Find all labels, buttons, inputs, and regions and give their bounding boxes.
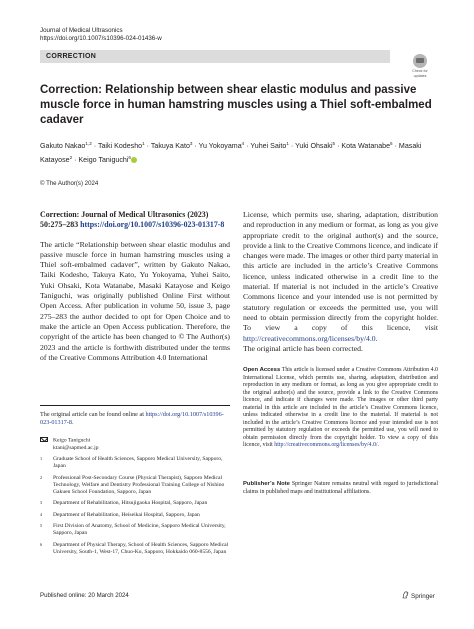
- author-affiliation: 1: [142, 141, 145, 146]
- author-name[interactable]: Keigo Taniguchi: [78, 156, 129, 164]
- affiliation-item: [40, 512, 230, 519]
- open-access-statement: [243, 367, 438, 450]
- open-access-link[interactable]: http://creativecommons.org/licenses/by/4.0/.: [274, 442, 380, 448]
- footnote-divider: [40, 405, 230, 406]
- affiliation-number: 2: [40, 474, 43, 480]
- author-name[interactable]: Kota Watanabe: [341, 142, 391, 150]
- springer-horse-icon: [402, 591, 409, 599]
- author-name[interactable]: Takuya Kato: [150, 142, 190, 150]
- publisher-mark: [402, 591, 435, 600]
- publishers-note-label: Publisher’s Note: [243, 481, 290, 487]
- journal-name: Journal of Medical Ultrasonics: [40, 27, 123, 34]
- orcid-icon[interactable]: [131, 157, 137, 163]
- author-affiliation: 6: [128, 155, 131, 160]
- author-name[interactable]: Yuhei Saito: [250, 142, 287, 150]
- contact-name: Keigo Taniguchi: [53, 437, 91, 444]
- affiliation-number: 1: [40, 456, 43, 461]
- affiliation-text: Professional Post-Secondary Course (Physical Therapist), Sapporo Medical Technology, Welfare and Dentistry Professional Training College of Nishino Gakuen School Foundation, Sapporo, Japan: [53, 474, 225, 495]
- author-affiliation: 2: [69, 155, 73, 160]
- check-for-updates-badge[interactable]: [406, 54, 434, 80]
- author-name[interactable]: Taiki Kodesho: [97, 142, 143, 150]
- original-article-text: The original article can be found online at: [40, 411, 144, 418]
- publisher-name: Springer: [411, 593, 435, 600]
- correction-body-text: The article “Relationship between shear elastic modulus and passive muscle force in human hamstring muscles using a Thiel soft-embalmed cadaver”, written by Gakuto Nakao, Taiki Kodesho, Takuya Kato, Yu Yokoyama, Yuhei Saito, Yuki Ohsaki, Kota Watanabe, Masaki Katayose and Keigo Taniguchi, was originally published Online First without Open Access. After publication in volume 50, issue 3, page 275–283 the author decided to opt for Open Choice and to make the article an Open Access publication. Therefore, the copyright of the article has been changed to © The Author(s) 2023 and the article is forthwith distributed under the terms of the Creative Commons Attribution 4.0 International: [40, 239, 230, 362]
- article-title: Correction: Relationship between shear elastic modulus and passive muscle force in human hamstring muscles using a Thiel soft-embalmed cadaver: [40, 84, 432, 126]
- left-column: [40, 210, 230, 363]
- author-name[interactable]: Yu Yokoyama: [198, 142, 242, 150]
- copyright-notice: © The Author(s) 2024: [40, 180, 99, 187]
- correction-citation: Correction: Journal of Medical Ultrasonics (2023) 50:275–283: [40, 210, 209, 230]
- affiliation-item: [40, 475, 230, 497]
- check-updates-line1: Check for: [412, 69, 428, 73]
- publishers-note-text: Springer Nature remains neutral with regard to jurisdictional claims in published maps and institutional affiliations.: [243, 481, 438, 495]
- affiliation-number: 6: [40, 541, 43, 547]
- envelope-icon: [40, 437, 48, 442]
- affiliation-item: [40, 500, 230, 507]
- author-list: Gakuto Nakao$^{1,2}$ · Taiki Kodesho$^1$ · Takuya Kato$^3$ · Yu Yokoyama$^4$ · Yuhei Saito$^1$ · Yuki Ohsaki$^5$ · Kota Watanabe$^6$ · Masaki Katayose$^2$ · Keigo Taniguchi$^6$: [40, 141, 422, 164]
- section-label: CORRECTION: [40, 50, 390, 63]
- published-date: Published online: 20 March 2024: [40, 592, 129, 599]
- affiliation-text: Department of Rehabilitation, Hitsujigaoka Hospital, Sapporo, Japan: [53, 500, 208, 507]
- affiliation-text: First Division of Anatomy, School of Medicine, Sapporo Medical University, Sapporo, Japan: [53, 523, 226, 537]
- author-affiliation: 4: [241, 141, 245, 146]
- affiliation-number: 4: [40, 511, 43, 517]
- affiliation-item: [40, 523, 230, 537]
- affiliation-item: [40, 542, 230, 556]
- correction-heading: [40, 210, 230, 231]
- affiliation-item: [40, 456, 230, 470]
- open-access-label: Open Access: [243, 367, 281, 373]
- publishers-note: [243, 481, 438, 496]
- author-name[interactable]: Yuki Ohsaki: [295, 142, 333, 150]
- license-text: License, which permits use, sharing, adaptation, distribution and reproduction in any medium or format, as long as you give appropriate credit to the original author(s) and the source, provide a link to the Creative Commons licence, and indicate if changes were made. The images or other third party material in this article are included in the article’s Creative Commons licence, unless indicated otherwise in a credit line to the material. If material is not included in the article’s Creative Commons licence and your intended use is not permitted by statutory regulation or exceeds the permitted use, you will need to obtain permission directly from the copyright holder. To view a copy of this licence, visit: [243, 210, 438, 333]
- author-affiliation: 3: [189, 141, 193, 146]
- license-body-text: [243, 210, 438, 344]
- license-link[interactable]: http://creativecommons.org/licenses/by/4.0.: [243, 333, 378, 343]
- author-affiliation: 1: [286, 141, 289, 146]
- journal-header: [40, 27, 162, 43]
- check-updates-icon: [413, 54, 427, 68]
- affiliation-text: Department of Rehabilitation, Heiseikai Hospital, Sapporo, Japan: [53, 511, 200, 518]
- right-column: [243, 210, 438, 354]
- affiliation-text: Graduate School of Health Sciences, Sapporo Medical University, Sapporo, Japan: [53, 456, 223, 470]
- affiliation-text: Department of Physical Therapy, School of Health Sciences, Sapporo Medical University, South-1, West-17, Chuo-Ku, Sapporo, Hokkaido 060-8556, Japan: [53, 541, 229, 555]
- affiliation-number: 5: [40, 523, 43, 529]
- author-affiliation: 5: [332, 141, 336, 146]
- affiliation-list: [40, 456, 230, 560]
- author-name[interactable]: Masaki Katayose: [40, 142, 422, 164]
- author-name[interactable]: Gakuto Nakao: [40, 142, 86, 150]
- check-updates-line2: updates: [413, 74, 427, 79]
- original-article-note: [40, 411, 230, 427]
- contact-email[interactable]: ktani@sapmed.ac.jp: [53, 444, 99, 451]
- open-access-text: This article is licensed under a Creative Commons Attribution 4.0 International License, which permits use, sharing, adaptation, distribution and reproduction in any medium or format, as long as you give appropriate credit to the original author(s) and the source, provide a link to the Creative Commons licence, and indicate if changes were made. The images or other third party material in this article are included in the article’s Creative Commons licence, unless indicated otherwise in a credit line to the material. If material is not included in the article’s Creative Commons licence and your intended use is not permitted by statutory regulation or exceeds the permitted use, you will need to obtain permission directly from the copyright holder. To view a copy of this licence, visit: [243, 367, 439, 448]
- article-doi[interactable]: https://doi.org/10.1007/s10396-024-01436-w: [40, 35, 162, 42]
- affiliation-number: 3: [40, 500, 43, 506]
- correction-doi-link[interactable]: https://doi.org/10.1007/s10396-023-01317-8: [80, 220, 225, 230]
- original-article-link[interactable]: https://doi.org/10.1007/s10396-023-01317-8.: [40, 411, 224, 426]
- author-affiliation: 6: [390, 141, 393, 146]
- author-affiliation: 1,2: [85, 141, 92, 146]
- corrected-note: The original article has been corrected.: [243, 343, 363, 353]
- corresponding-author: [40, 437, 230, 452]
